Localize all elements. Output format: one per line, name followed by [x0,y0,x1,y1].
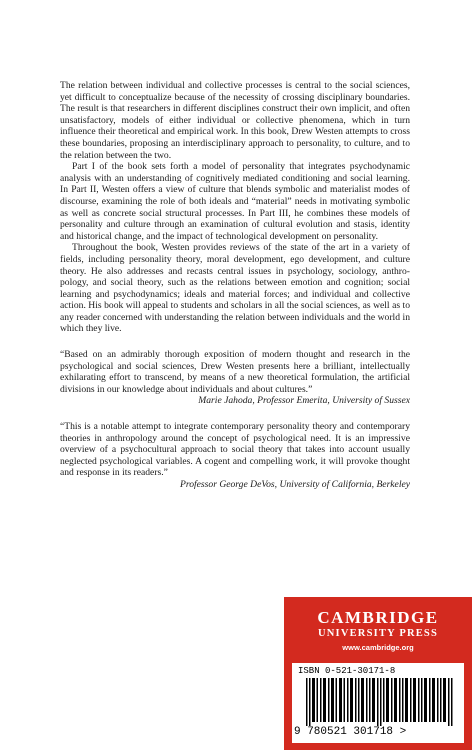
book-description [60,80,410,335]
barcode-panel [292,663,464,743]
publisher-name: CAMBRIDGE [317,608,439,627]
publisher-url: www.cambridge.org [342,643,414,652]
description-paragraph: The relation between individual and collective processes is central to the social sciences, yet difficult to conceptualize because of the necessity of crossing disciplinary boundaries. The result is that researchers in different disciplines construct their own implicit, and often unsatisfactory, models of either individual or collective phenomena, which in turn influence their theoretical and empirical work. In this book, Drew Westen attempts to cross these boundaries, proposing an interdisciplinary approach to personality, to culture, and to the relation between the two. [60,80,410,161]
isbn-label: ISBN 0-521-30171-8 [298,666,396,676]
review-attribution: Marie Jahoda, Professor Emerita, University of Sussex [198,395,410,407]
description-paragraph: Throughout the book, Westen provides reviews of the state of the art in a variety of fields, including personality theory, moral development, ego development, and culture theory. He also addresses and recasts central issues in psychology, sociology, anthropology, and social theory, such as the relations between emotion and cognition; social learning and psychodynamics; ideals and material forces; and individual and collective action. His book will appeal to students and scholars in all the social sciences, as well as to any reader concerned with understanding the relation between individuals and the world in which they live. [60,242,410,335]
review-quotes [60,349,410,491]
publisher-logo-box [284,597,472,750]
barcode-icon [306,678,456,726]
barcode-digits: 9 780521 301718 > [294,726,407,738]
publisher-press: UNIVERSITY PRESS [317,628,439,639]
review-attribution: Professor George DeVos, University of California, Berkeley [179,478,410,490]
description-paragraph: Part I of the book sets forth a model of personality that integrates psychodynamic analysis with an understanding of cognitively mediated conditioning and social learning. In Part II, Westen offers a view of culture that blends symbolic and materialist modes of discourse, examining the role of both ideals and “material” needs in motivating symbolic as well as concrete social structural processes. In Part III, he combines these models of personality and culture through an examination of cultural evolution and stasis, identity and historical change, and the impact of technological development on personality. [60,161,410,242]
review-quote: “Based on an admirably thorough exposition of modern thought and research in the psychological and social sciences, Drew Westen presents here a brilliant, intellectually exhilarating effort to transcend, by means of a new theoretical formulation, the artificial divisions in our knowledge about individuals and about cultures.” [60,349,410,395]
review-quote: “This is a notable attempt to integrate contemporary personality theory and contemporary theories in anthropology around the concept of psychological need. It is an impressive overview of a psychocultural approach to social theory that takes into account usually neglected psychological variables. A cogent and compelling work, it will provoke thought and response in its readers.” [60,420,410,479]
